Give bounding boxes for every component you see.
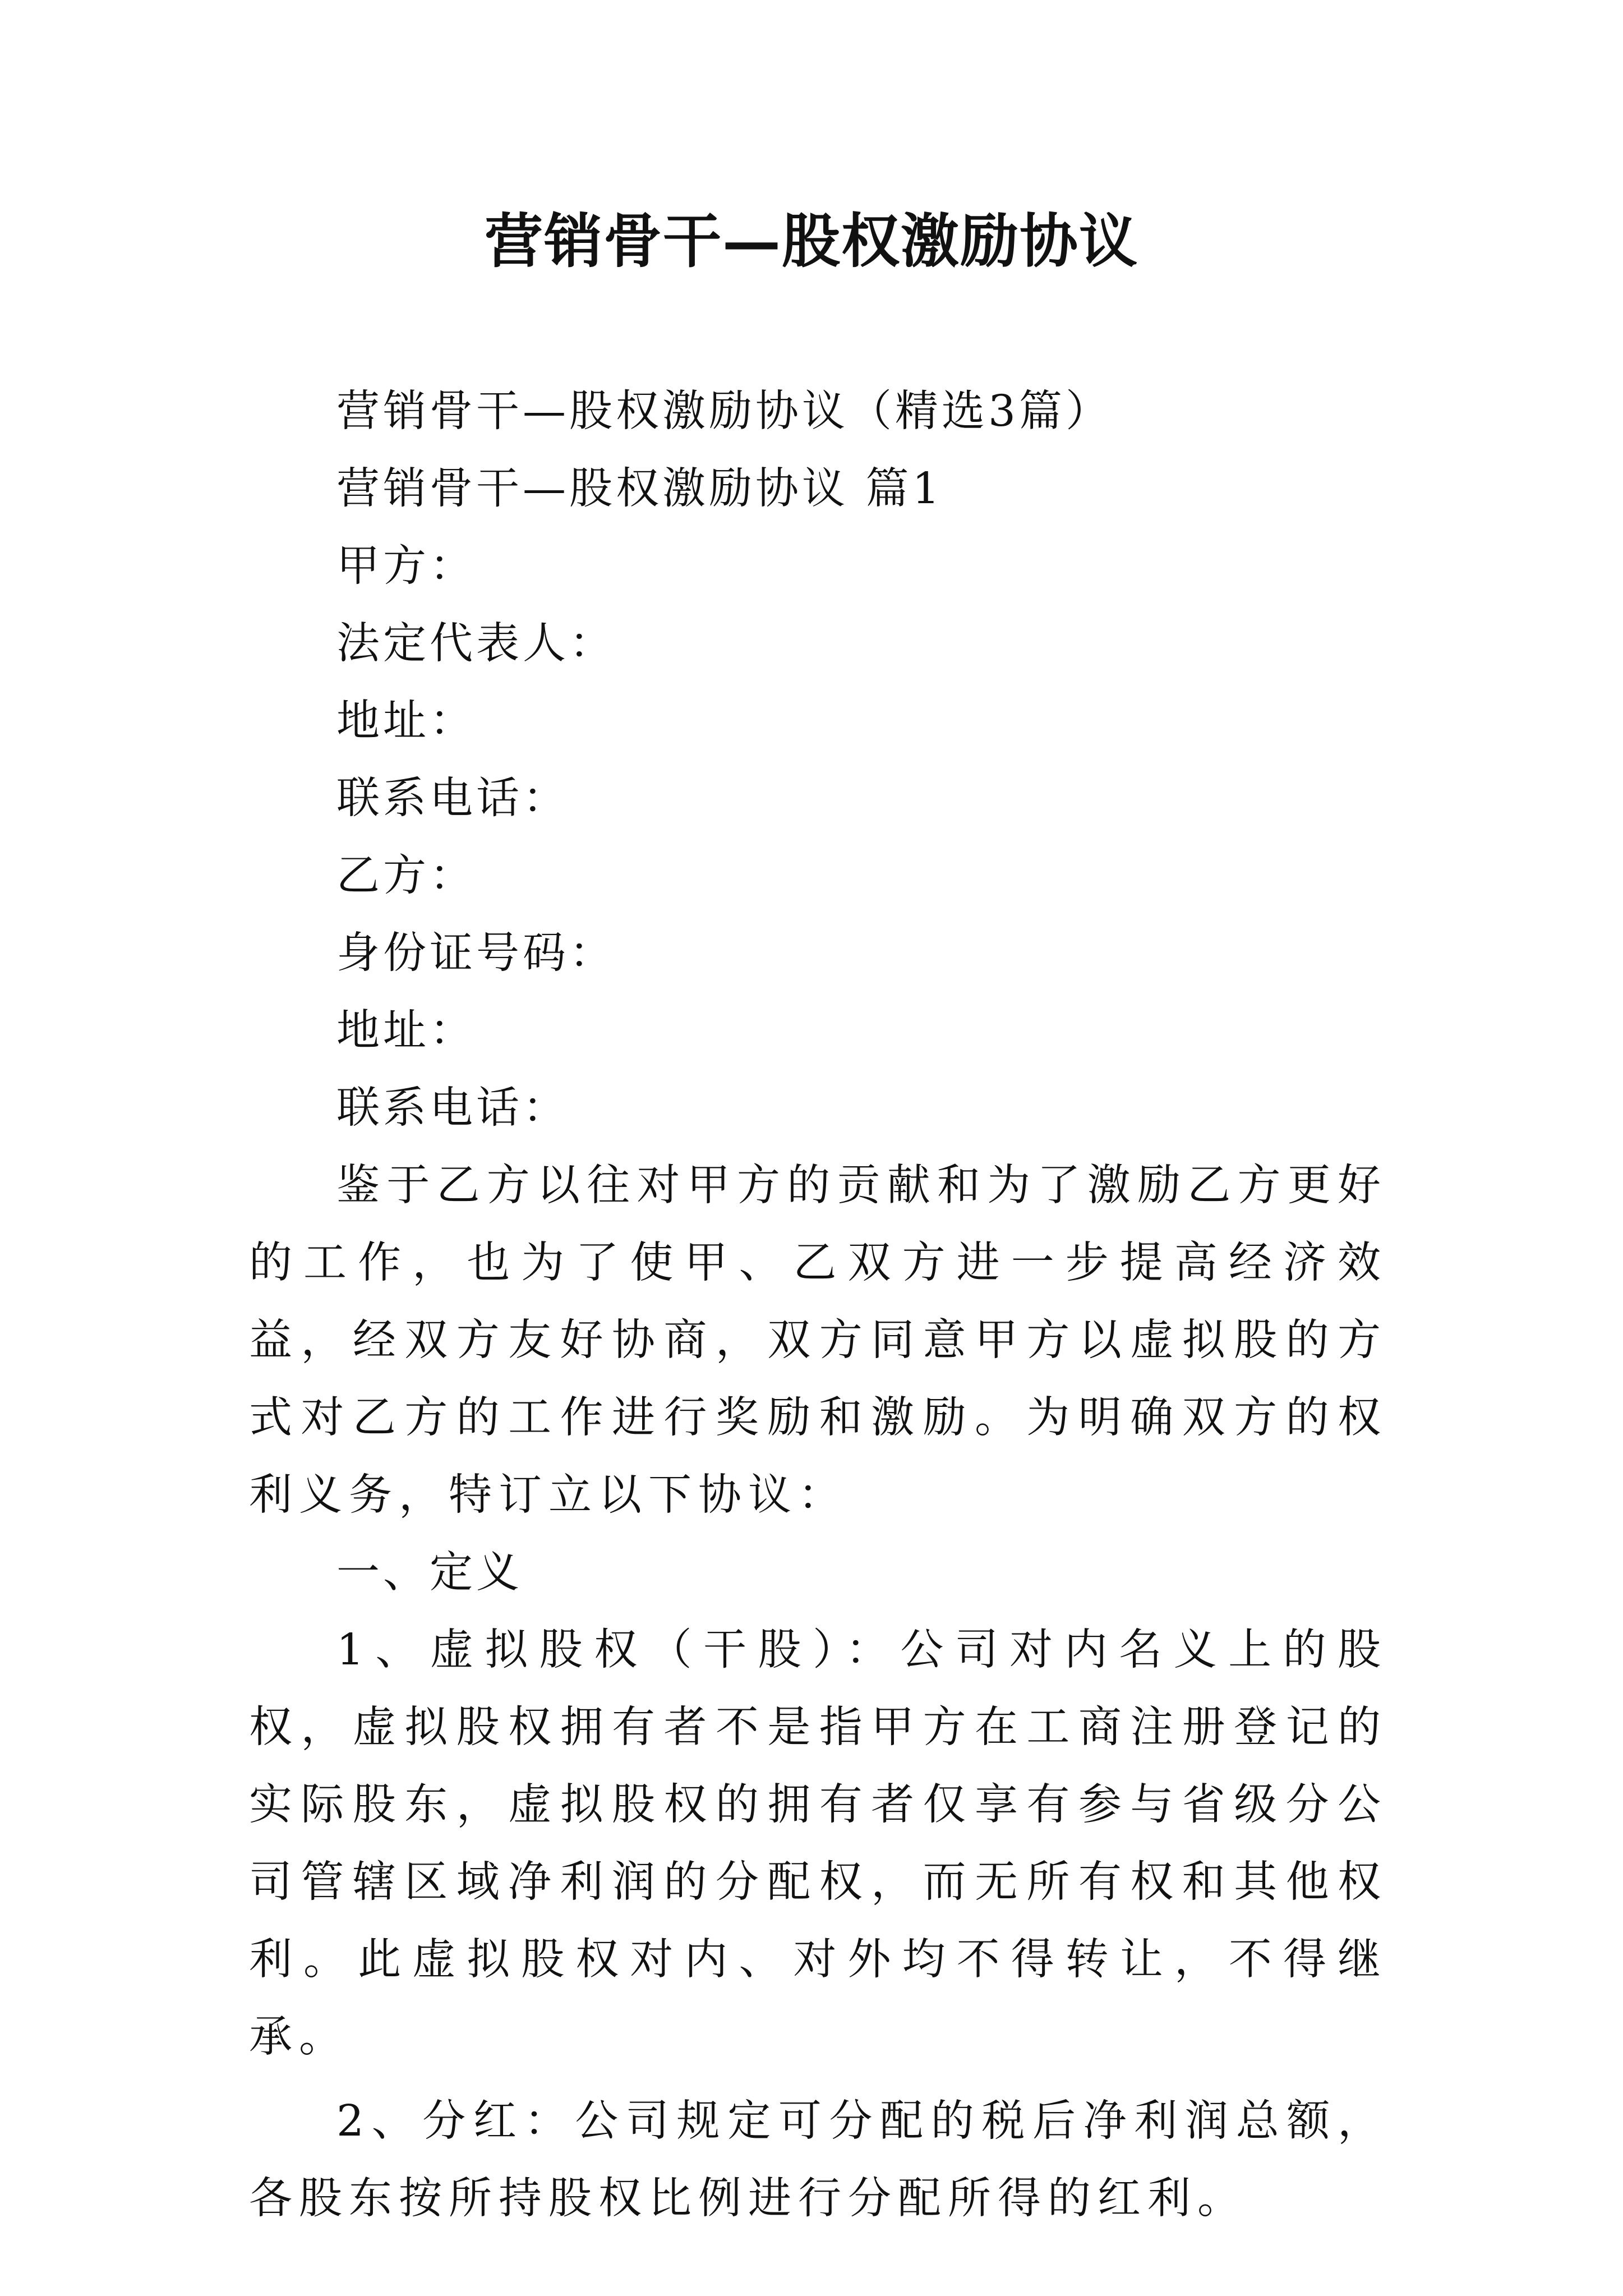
party-a-address-label: 地址： [336,696,476,746]
document-title: 营销骨干—股权激励协议 [484,206,1138,275]
definition-item-2: 2、分红：公司规定可分配的税后净利润总额，各股东按所持股权比例进行分配所得的红利。 [249,2096,1387,2224]
id-number-label: 身份证号码： [336,928,616,978]
piece-heading: 营销骨干—股权激励协议 篇1 [336,464,943,514]
party-b-label: 乙方： [336,851,476,901]
section-one-heading: 一、定义 [336,1548,523,1598]
legal-representative-label: 法定代表人： [336,619,616,669]
subtitle-line: 营销骨干—股权激励协议（精选3篇） [336,386,1112,436]
party-b-address-label: 地址： [336,1006,476,1056]
definition-item-1: 1、虚拟股权（干股）：公司对内名义上的股权，虚拟股权拥有者不是指甲方在工商注册登记的实际股东，虚拟股权的拥有者仅享有参与省级分公司管辖区域净利润的分配权，而无所有权和其他权利。此虚拟股权对内、对外均不得转让，不得继承。 [249,1625,1387,2062]
party-a-phone-label: 联系电话： [336,774,569,823]
party-b-phone-label: 联系电话： [336,1083,569,1133]
document-body [249,373,1387,2238]
preamble-paragraph: 鉴于乙方以往对甲方的贡献和为了激励乙方更好的工作，也为了使甲、乙双方进一步提高经济效益，经双方友好协商，双方同意甲方以虚拟股的方式对乙方的工作进行奖励和激励。为明确双方的权利义务，特订立以下协议： [249,1161,1387,1520]
party-a-label: 甲方： [336,541,476,591]
